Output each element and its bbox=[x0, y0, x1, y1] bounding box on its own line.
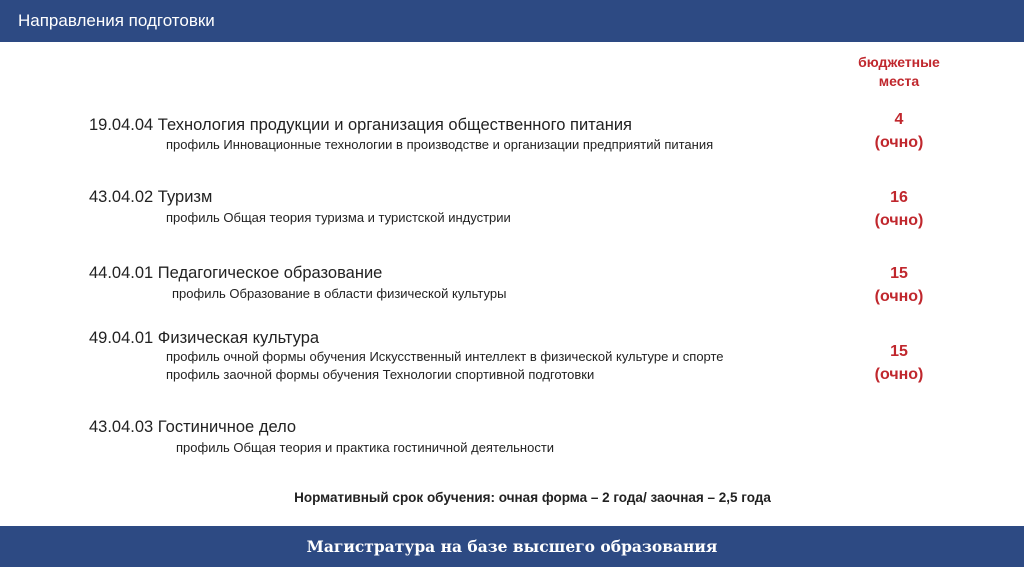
budget-seats-43-04-02 bbox=[836, 186, 962, 232]
program-profile: профиль Общая теория и практика гостиничной деятельности bbox=[176, 440, 555, 455]
program-title-43-04-02: 43.04.02 Туризм bbox=[89, 188, 213, 206]
study-duration-note: Нормативный срок обучения: очная форма – 2 года/ заочная – 2,5 года bbox=[294, 490, 771, 505]
budget-seats-19-04-04 bbox=[836, 108, 962, 154]
program-profile: профиль Образование в области физической культуры bbox=[172, 286, 507, 301]
footer-title: Магистратура на базе высшего образования bbox=[306, 537, 718, 556]
seats-count: 15 bbox=[890, 265, 908, 282]
seats-count: 4 bbox=[894, 111, 904, 128]
seats-count: 15 bbox=[890, 343, 908, 360]
footer-bar bbox=[0, 526, 1024, 567]
budget-seats-header bbox=[836, 53, 962, 91]
budget-header-line1: бюджетные bbox=[858, 54, 940, 70]
program-profile: профиль Общая теория туризма и туристской индустрии bbox=[166, 210, 511, 225]
seats-form: (очно) bbox=[874, 134, 924, 151]
program-title-44-04-01: 44.04.01 Педагогическое образование bbox=[89, 264, 383, 282]
budget-header-line2: места bbox=[878, 73, 920, 89]
program-title-19-04-04: 19.04.04 Технология продукции и организация общественного питания bbox=[89, 116, 632, 134]
header-bar bbox=[0, 0, 1024, 42]
program-profile-full-time: профиль очной формы обучения Искусственный интеллект в физической культуре и спорте bbox=[166, 349, 724, 364]
page-title: Направления подготовки bbox=[18, 11, 215, 30]
budget-seats-49-04-01 bbox=[836, 340, 962, 386]
seats-form: (очно) bbox=[874, 288, 924, 305]
budget-seats-44-04-01 bbox=[836, 262, 962, 308]
seats-form: (очно) bbox=[874, 212, 924, 229]
program-title-49-04-01: 49.04.01 Физическая культура bbox=[89, 329, 320, 347]
seats-count: 16 bbox=[890, 189, 908, 206]
program-title-43-04-03: 43.04.03 Гостиничное дело bbox=[89, 418, 297, 436]
program-profile-part-time: профиль заочной формы обучения Технологии спортивной подготовки bbox=[166, 367, 595, 382]
seats-form: (очно) bbox=[874, 366, 924, 383]
program-profile: профиль Инновационные технологии в производстве и организации предприятий питания bbox=[166, 137, 714, 152]
